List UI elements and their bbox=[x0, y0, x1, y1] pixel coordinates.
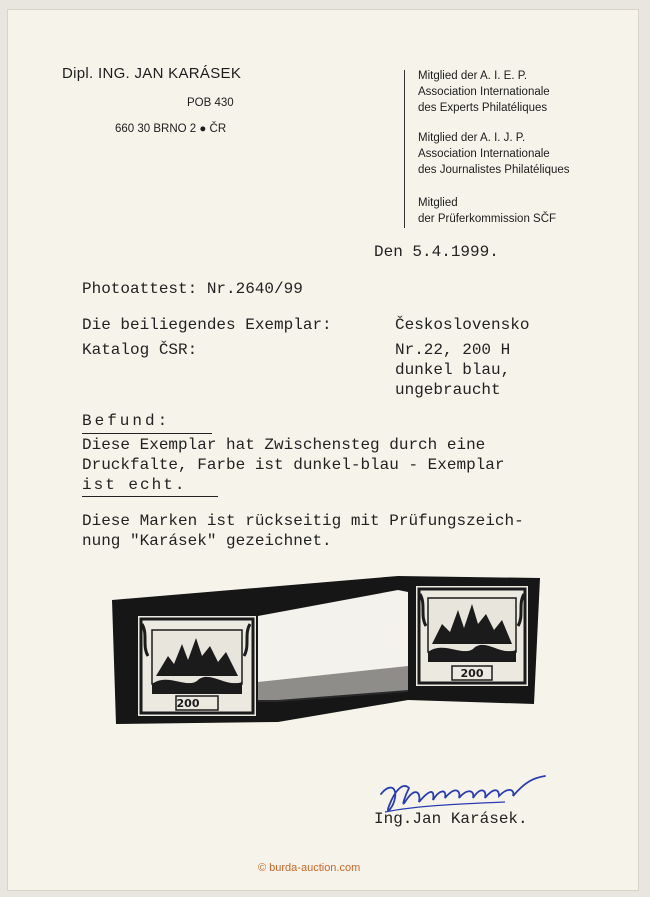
membership-scf: Mitglied der Prüferkommission SČF bbox=[418, 197, 557, 225]
city-suffix: ČR bbox=[209, 123, 227, 135]
note-line-1: Diese Marken ist rückseitig mit Prüfungszeich- bbox=[82, 512, 524, 530]
certificate-date: Den 5.4.1999. bbox=[374, 243, 499, 261]
katalog-value-condition: ungebraucht bbox=[395, 381, 501, 399]
befund-underline bbox=[82, 433, 212, 434]
signature-name: Ing.Jan Karásek. bbox=[374, 810, 528, 828]
city-prefix: 660 30 BRNO 2 bbox=[115, 123, 197, 135]
membership-aijp: Mitglied der A. I. J. P. Association Internationale des Journalistes Philatéliques bbox=[418, 132, 570, 176]
katalog-value-number: Nr.22, 200 H bbox=[395, 341, 511, 359]
echt-underline bbox=[82, 496, 218, 497]
exemplar-value: Československo bbox=[395, 316, 530, 334]
stamp-pair-photo bbox=[108, 572, 540, 724]
befund-line-3: ist echt. bbox=[82, 476, 187, 494]
befund-title: Befund: bbox=[82, 412, 171, 430]
befund-line-2: Druckfalte, Farbe ist dunkel-blau - Exemplar bbox=[82, 456, 505, 474]
stamp-left-denomination: 200 bbox=[176, 697, 200, 710]
katalog-label: Katalog ČSR: bbox=[82, 341, 198, 359]
membership-aiep: Mitglied der A. I. E. P. Association Internationale des Experts Philatéliques bbox=[418, 70, 550, 114]
footer-watermark[interactable]: © burda-auction.com bbox=[258, 862, 361, 874]
stamp-right-denomination: 200 bbox=[460, 667, 484, 680]
photoattest-number: Photoattest: Nr.2640/99 bbox=[82, 280, 303, 298]
expert-city bbox=[115, 123, 226, 135]
befund-line-1: Diese Exemplar hat Zwischensteg durch eine bbox=[82, 436, 486, 454]
note-line-2: nung "Karásek" gezeichnet. bbox=[82, 532, 332, 550]
header-divider bbox=[404, 70, 405, 228]
expert-name: Dipl. ING. JAN KARÁSEK bbox=[62, 65, 242, 82]
katalog-value-color: dunkel blau, bbox=[395, 361, 511, 379]
bullet-icon: ● bbox=[199, 123, 207, 135]
expert-pob: POB 430 bbox=[187, 97, 234, 109]
exemplar-label: Die beiliegendes Exemplar: bbox=[82, 316, 332, 334]
